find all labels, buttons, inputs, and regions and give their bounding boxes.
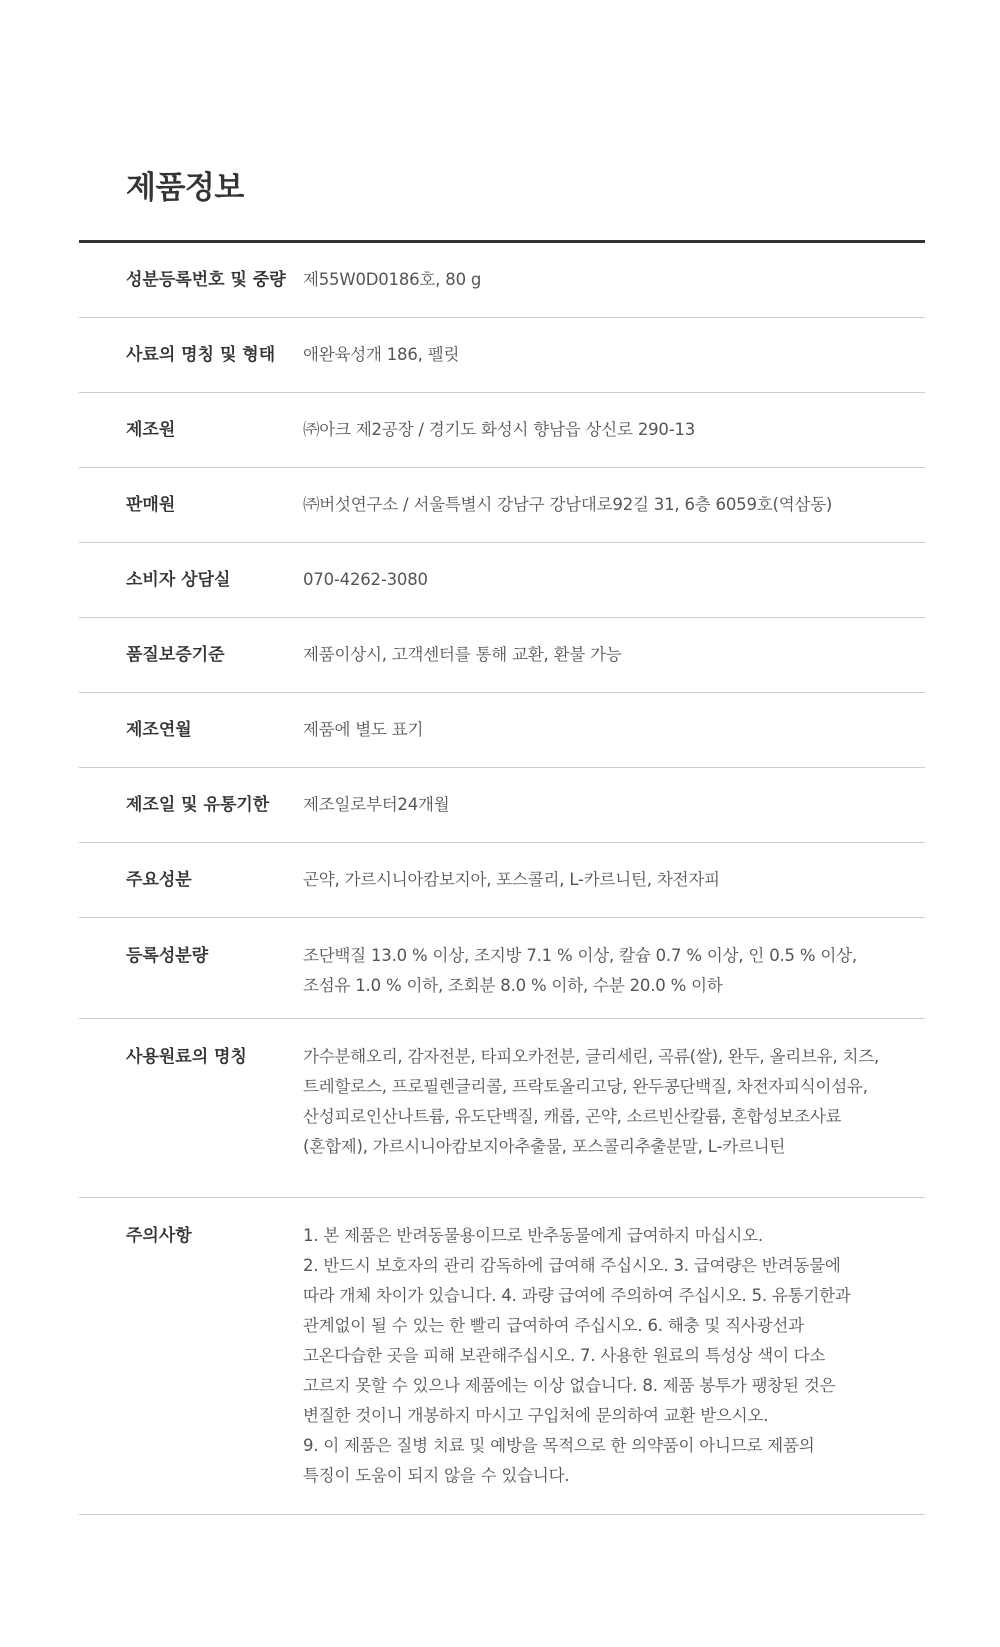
row-value: 제55W0D0186호, 80 g <box>303 270 482 289</box>
page-title: 제품정보 <box>126 170 244 206</box>
row-value: 제품이상시, 고객센터를 통해 교환, 환불 가능 <box>303 645 622 664</box>
info-row-registered-ratio <box>79 918 925 1019</box>
row-value: 곤약, 가르시니아캄보지아, 포스콜리, L-카르니틴, 차전자피 <box>303 870 720 889</box>
row-value: 가수분해오리, 감자전분, 타피오카전분, 글리세린, 곡류(쌀), 완두, 올리브유, 치즈, 트레할로스, 프로필렌글리콜, 프락토올리고당, 완두콩단백질, 차전자피식이섬유, 산성피로인산나트륨, 유도단백질, 캐롭, 곤약, 소르빈산칼륨, 혼합성보조사료 (혼합제), 가르시니아캄보지아추출물, 포스콜리추출분말, L-카르니틴 <box>303 1047 880 1156</box>
info-row-expiration <box>79 768 925 843</box>
row-value: ㈜아크 제2공장 / 경기도 화성시 향남읍 상신로 290-13 <box>303 420 696 439</box>
row-value: ㈜버섯연구소 / 서울특별시 강남구 강남대로92길 31, 6층 6059호(역삼동) <box>303 495 833 514</box>
info-row-manufacturer <box>79 393 925 468</box>
row-value: 제품에 별도 표기 <box>303 720 424 739</box>
row-label: 등록성분량 <box>126 946 209 966</box>
info-row-main-ingredients <box>79 843 925 918</box>
info-row-feed-name <box>79 318 925 393</box>
info-row-seller <box>79 468 925 543</box>
row-value: 070-4262-3080 <box>303 570 428 589</box>
row-label: 제조연월 <box>126 720 192 740</box>
row-value: 제조일로부터24개월 <box>303 795 450 814</box>
row-label: 판매원 <box>126 495 176 515</box>
row-value: 1. 본 제품은 반려동물용이므로 반추동물에게 급여하지 마십시오. 2. 반드시 보호자의 관리 감독하에 급여해 주십시오. 3. 급여량은 반려동물에 따라 개체 차이가 있습니다. 4. 과량 급여에 주의하여 주십시오. 5. 유통기한과 관계없이 될 수 있는 한 빨리 급여하여 주십시오. 6. 해충 및 직사광선과 고온다습한 곳을 피해 보관해주십시오. 7. 사용한 원료의 특성상 색이 다소 고르지 못할 수 있으나 제품에는 이상 없습니다. 8. 제품 봉투가 팽창된 것은 변질한 것이니 개봉하지 마시고 구입처에 문의하여 교환 받으시오. 9. 이 제품은 질병 치료 및 예방을 목적으로 한 의약품이 아니므로 제품의 특징이 도움이 되지 않을 수 있습니다. <box>303 1226 851 1485</box>
row-value: 조단백질 13.0 % 이상, 조지방 7.1 % 이상, 칼슘 0.7 % 이상, 인 0.5 % 이상, 조섬유 1.0 % 이하, 조회분 8.0 % 이하, 수분 20.0 % 이하 <box>303 946 857 995</box>
info-row-customer-service <box>79 543 925 618</box>
info-row-manufacture-month <box>79 693 925 768</box>
row-label: 제조일 및 유통기한 <box>126 795 270 815</box>
product-info-table <box>79 240 925 1515</box>
row-label: 성분등록번호 및 중량 <box>126 270 286 290</box>
row-label: 품질보증기준 <box>126 645 225 665</box>
row-value: 애완육성개 186, 펠릿 <box>303 345 460 364</box>
row-label: 사용원료의 명칭 <box>126 1047 247 1067</box>
row-label: 주의사항 <box>126 1226 192 1246</box>
row-label: 소비자 상담실 <box>126 570 231 590</box>
row-label: 주요성분 <box>126 870 192 890</box>
info-row-precautions <box>79 1198 925 1515</box>
row-label: 제조원 <box>126 420 176 440</box>
row-label: 사료의 명칭 및 형태 <box>126 345 276 365</box>
info-row-raw-materials <box>79 1019 925 1198</box>
info-row-quality-guarantee <box>79 618 925 693</box>
info-row-registration <box>79 243 925 318</box>
